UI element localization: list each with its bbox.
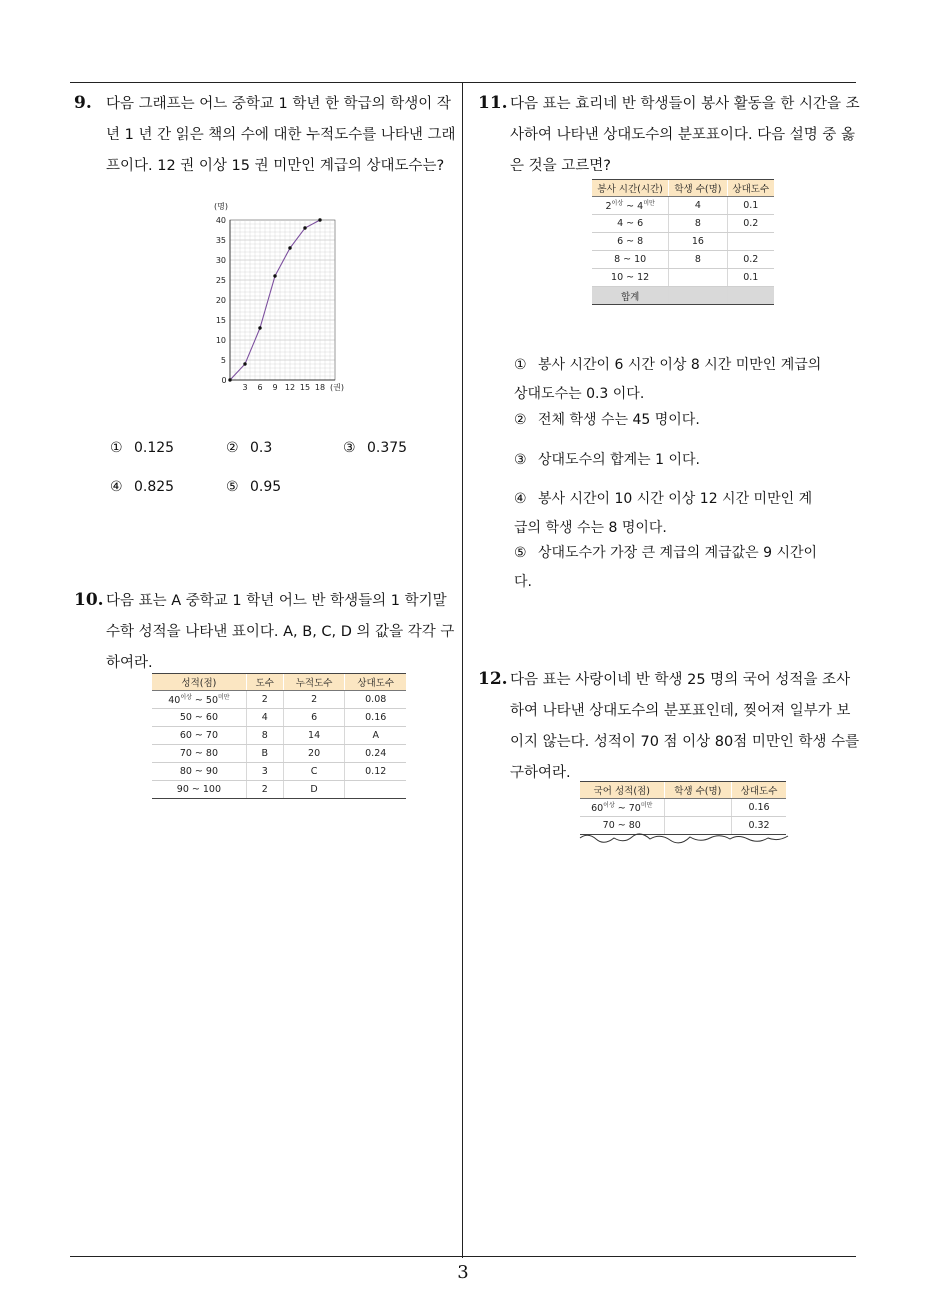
- option-text: 상대도수가 가장 큰 계급의 계급값은 9 시간이다.: [514, 545, 818, 590]
- option-text: 0.95: [250, 479, 282, 495]
- table-row: [152, 763, 406, 781]
- x-tick-label: 9: [272, 383, 278, 392]
- table-cell: 6: [283, 709, 345, 727]
- table-cell-class-range: $40^{이상}$ ~ $50^{미만}$: [152, 691, 246, 709]
- table-row: [152, 745, 406, 763]
- table-row: [580, 799, 786, 817]
- option-text: 0.125: [134, 440, 175, 456]
- option-text: 0.3: [250, 440, 273, 456]
- table-cell: 20: [283, 745, 345, 763]
- table-cell: [345, 781, 406, 799]
- table-cell: 0.24: [345, 745, 406, 763]
- table-cell: A: [345, 727, 406, 745]
- table-cell: 6 ~ 8: [592, 233, 669, 251]
- table-cell: 0.08: [345, 691, 406, 709]
- option-number: ④: [110, 479, 123, 495]
- table-row: [592, 269, 774, 287]
- table-cell: [669, 287, 727, 305]
- table-cell: [727, 233, 774, 251]
- x-tick-label: 18: [314, 383, 326, 392]
- table-cell: 8: [246, 727, 283, 745]
- table-cell: [727, 287, 774, 305]
- option-number: ③: [343, 440, 356, 456]
- top-rule: [70, 82, 856, 83]
- q10-grade-table: [152, 673, 406, 799]
- table-row: [152, 709, 406, 727]
- y-tick-label: 10: [215, 336, 226, 345]
- table-header: 학생 수(명): [664, 782, 732, 799]
- q9-option-4[interactable]: [110, 479, 174, 495]
- table-cell: D: [283, 781, 345, 799]
- table-row: [592, 287, 774, 305]
- table-cell: 80 ~ 90: [152, 763, 246, 781]
- column-divider: [462, 82, 463, 1258]
- q11-option-2[interactable]: [514, 406, 824, 435]
- x-tick-label: 0: [221, 376, 227, 385]
- q9-text: 다음 그래프는 어느 중학교 1 학년 한 학급의 학생이 작년 1 년 간 읽은 책의 수에 대한 누적도수를 나타낸 그래프이다. 12 권 이상 15 권 미만인 계급의 상대도수는?: [106, 96, 456, 174]
- table-cell: 8: [669, 215, 727, 233]
- table-cell: 0.16: [732, 799, 786, 817]
- table-cell: 0.12: [345, 763, 406, 781]
- torn-edge: [578, 830, 790, 848]
- data-point: [288, 246, 291, 249]
- option-number: ⑤: [514, 545, 527, 561]
- table-header: 국어 성적(점): [580, 782, 664, 799]
- table-header: 상대도수: [345, 674, 406, 691]
- table-row: [152, 727, 406, 745]
- table-cell: 3: [246, 763, 283, 781]
- option-text: 전체 학생 수는 45 명이다.: [538, 412, 700, 428]
- y-tick-label: 35: [215, 236, 226, 245]
- cumulative-frequency-chart: [210, 196, 370, 396]
- q10-number: 10.: [74, 590, 104, 610]
- data-point: [258, 326, 261, 329]
- q12-number: 12.: [478, 669, 508, 689]
- table-cell: 0.16: [345, 709, 406, 727]
- bottom-rule: [70, 1256, 856, 1257]
- table-cell: 8: [669, 251, 727, 269]
- q11-number: 11.: [478, 93, 508, 113]
- table-row: [592, 233, 774, 251]
- option-number: ②: [226, 440, 239, 456]
- option-text: 0.825: [134, 479, 175, 495]
- table-cell: 4: [246, 709, 283, 727]
- option-text: 0.375: [367, 440, 408, 456]
- table-cell: 2: [246, 781, 283, 799]
- q11-option-1[interactable]: [514, 351, 824, 409]
- table-cell: 2: [283, 691, 345, 709]
- table-cell: 70 ~ 80: [580, 817, 664, 835]
- table-cell: C: [283, 763, 345, 781]
- option-number: ①: [110, 440, 123, 456]
- x-axis-unit: (권): [330, 383, 344, 392]
- data-point: [243, 362, 246, 365]
- table-cell: 4 ~ 6: [592, 215, 669, 233]
- option-text: 봉사 시간이 6 시간 이상 8 시간 미만인 계급의 상대도수는 0.3 이다.: [514, 357, 822, 402]
- option-number: ⑤: [226, 479, 239, 495]
- table-row: [592, 197, 774, 215]
- q10-text: 다음 표는 A 중학교 1 학년 어느 반 학생들의 1 학기말 수학 성적을 나타낸 표이다. A, B, C, D 의 값을 각각 구하여라.: [106, 593, 455, 671]
- table-cell: 16: [669, 233, 727, 251]
- x-tick-label: 15: [299, 383, 311, 392]
- table-header: 성적(점): [152, 674, 246, 691]
- option-text: 상대도수의 합계는 1 이다.: [538, 452, 700, 468]
- x-tick-label: 6: [257, 383, 263, 392]
- q12-korean-table: [580, 781, 786, 835]
- table-cell: 0.2: [727, 251, 774, 269]
- y-tick-label: 25: [215, 276, 226, 285]
- y-tick-label: 15: [215, 316, 226, 325]
- table-header: 상대도수: [732, 782, 786, 799]
- table-cell: 10 ~ 12: [592, 269, 669, 287]
- table-cell-class-range: $2^{이상}$ ~ $4^{미만}$: [592, 197, 669, 215]
- table-cell: B: [246, 745, 283, 763]
- table-header: 학생 수(명): [669, 180, 727, 197]
- table-cell: 90 ~ 100: [152, 781, 246, 799]
- table-cell: 50 ~ 60: [152, 709, 246, 727]
- y-axis-unit: (명): [214, 202, 228, 211]
- y-tick-label: 30: [215, 256, 226, 265]
- y-tick-label: 40: [215, 216, 226, 225]
- table-cell: [669, 269, 727, 287]
- q9-option-3[interactable]: [343, 440, 407, 456]
- table-cell: 60 ~ 70: [152, 727, 246, 745]
- table-cell: 0.32: [732, 817, 786, 835]
- table-row: [592, 215, 774, 233]
- option-number: ③: [514, 452, 527, 468]
- table-cell: 2: [246, 691, 283, 709]
- option-number: ④: [514, 491, 527, 507]
- q11-option-4[interactable]: [514, 485, 824, 543]
- x-tick-label: 12: [284, 383, 296, 392]
- table-row: [152, 691, 406, 709]
- q12-text: 다음 표는 사랑이네 반 학생 25 명의 국어 성적을 조사하여 나타낸 상대도수의 분포표인데, 찢어져 일부가 보이지 않는다. 성적이 70 점 이상 80점 미만인 학생 수를 구하여라.: [510, 672, 860, 781]
- table-header: 누적도수: [283, 674, 345, 691]
- table-cell: 4: [669, 197, 727, 215]
- table-cell: 0.1: [727, 197, 774, 215]
- table-cell: 0.1: [727, 269, 774, 287]
- q11-option-3[interactable]: [514, 446, 824, 475]
- table-header: 도수: [246, 674, 283, 691]
- q11-volunteer-table: [592, 179, 774, 305]
- table-cell-class-range: $60^{이상}$ ~ $70^{미만}$: [580, 799, 664, 817]
- table-cell: 합계: [592, 287, 669, 305]
- q11-option-5[interactable]: [514, 539, 824, 597]
- x-tick-label: 3: [242, 383, 248, 392]
- table-header: 상대도수: [727, 180, 774, 197]
- option-number: ①: [514, 357, 527, 373]
- table-row: [592, 251, 774, 269]
- y-tick-label: 20: [215, 296, 226, 305]
- table-cell: 8 ~ 10: [592, 251, 669, 269]
- option-text: 봉사 시간이 10 시간 이상 12 시간 미만인 계급의 학생 수는 8 명이다.: [514, 491, 813, 536]
- table-cell: 70 ~ 80: [152, 745, 246, 763]
- table-cell: [664, 799, 732, 817]
- q9-option-5[interactable]: [226, 479, 281, 495]
- q9-number: 9.: [74, 93, 92, 113]
- table-cell: 14: [283, 727, 345, 745]
- q9-option-2[interactable]: [226, 440, 272, 456]
- data-point: [273, 274, 276, 277]
- table-cell: 0.2: [727, 215, 774, 233]
- table-row: [152, 781, 406, 799]
- y-tick-label: 5: [220, 356, 226, 365]
- q9-option-1[interactable]: [110, 440, 174, 456]
- table-header: 봉사 시간(시간): [592, 180, 669, 197]
- option-number: ②: [514, 412, 527, 428]
- q11-text: 다음 표는 효리네 반 학생들이 봉사 활동을 한 시간을 조사하여 나타낸 상대도수의 분포표이다. 다음 설명 중 옳은 것을 고르면?: [510, 96, 860, 174]
- data-point: [303, 226, 306, 229]
- data-point: [228, 378, 231, 381]
- page-number: 3: [457, 1262, 469, 1283]
- data-point: [318, 218, 321, 221]
